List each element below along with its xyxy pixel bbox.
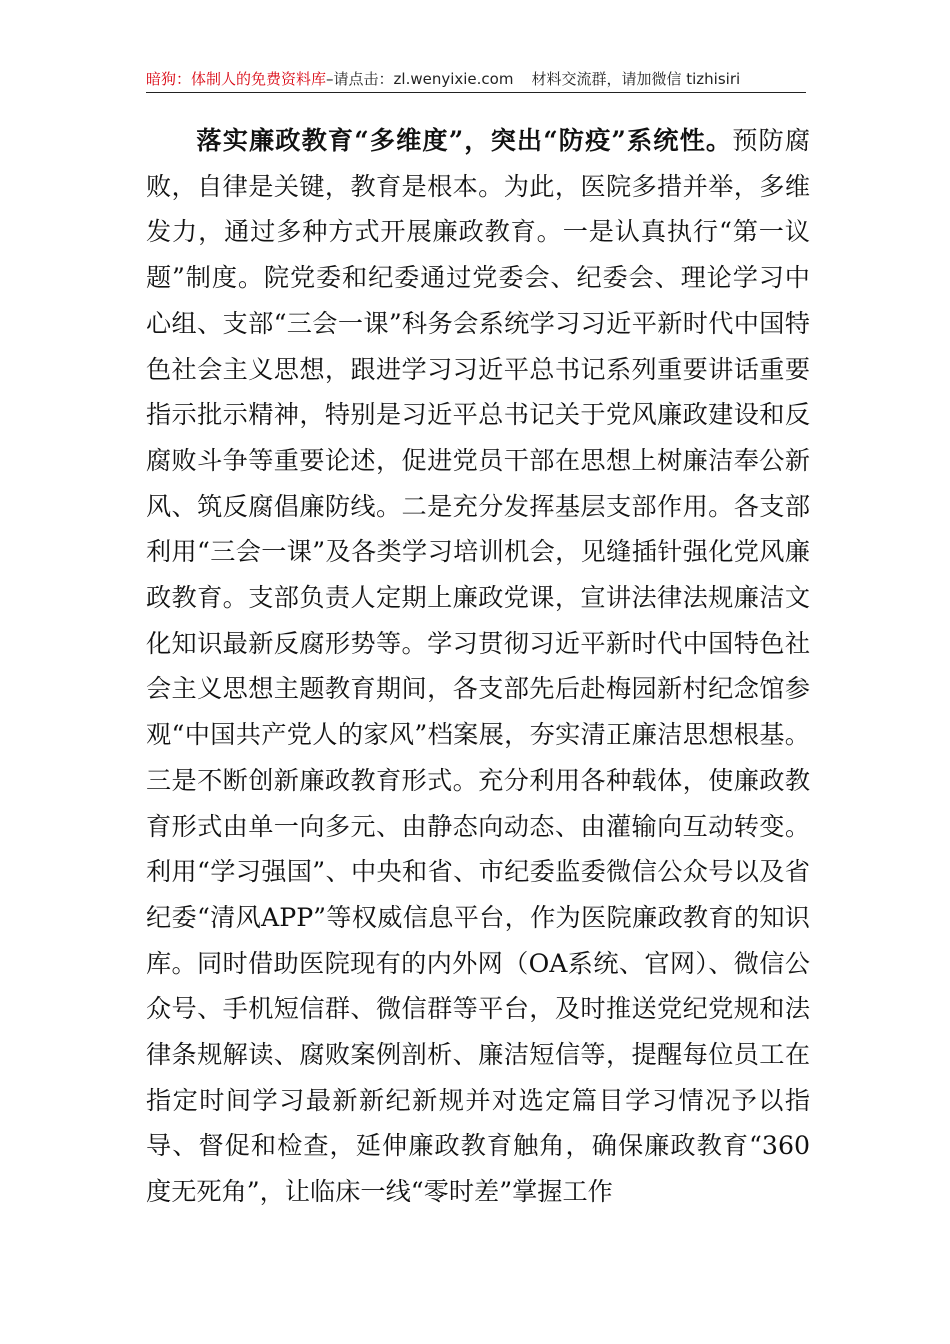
header-link-prompt: –请点击： — [326, 70, 394, 88]
header-url-link[interactable]: zl.wenyixie.com — [393, 70, 514, 88]
paragraph-text: 预防腐败，自律是关键，教育是根本。为此，医院多措并举，多维发力，通过多种方式开展廉政教育。一是认真执行“第一议题”制度。院党委和纪委通过党委会、纪委会、理论学习中心组、支部“三会一课”科务会系统学习习近平新时代中国特色社会主义思想，跟进学习习近平总书记系列重要讲话重要指示批示精神，特别是习近平总书记关于党风廉政建设和反腐败斗争等重要论述，促进党员干部在思想上树廉洁奉公新风、筑反腐倡廉防线。二是充分发挥基层支部作用。各支部利用“三会一课”及各类学习培训机会，见缝插针强化党风廉政教育。支部负责人定期上廉政党课，宣讲法律法规廉洁文化知识最新反腐形势等。学习贯彻习近平新时代中国特色社会主义思想主题教育期间，各支部先后赴梅园新村纪念馆参观“中国共产党人的家风”档案展，夯实清正廉洁思想根基。三是不断创新廉政教育形式。充分利用各种载体，使廉政教育形式由单一向多元、由静态向动态、由灌输向互动转变。利用“学习强国”、中央和省、市纪委监委微信公众号以及省纪委“清风APP”等权威信息平台，作为医院廉政教育的知识库。同时借助医院现有的内外网（OA系统、官网）、微信公众号、手机短信群、微信群等平台，及时推送党纪党规和法律条规解读、腐败案例剖析、廉洁短信等，提醒每位员工在指定时间学习最新新纪新规并对选定篇目学习情况予以指导、督促和检查，延伸廉政教育触角，确保廉政教育“360度无死角”，让临床一线“零时差”掌握工作 — [146, 126, 811, 1207]
document-paragraph — [146, 118, 810, 1215]
page-header — [146, 66, 806, 93]
header-site-name: 暗狗：体制人的免费资料库 — [146, 70, 327, 88]
header-group-note: 材料交流群，请加微信 tizhisiri — [531, 70, 741, 88]
paragraph-lead-heading: 落实廉政教育“多维度”，突出“防疫”系统性。 — [196, 125, 733, 155]
